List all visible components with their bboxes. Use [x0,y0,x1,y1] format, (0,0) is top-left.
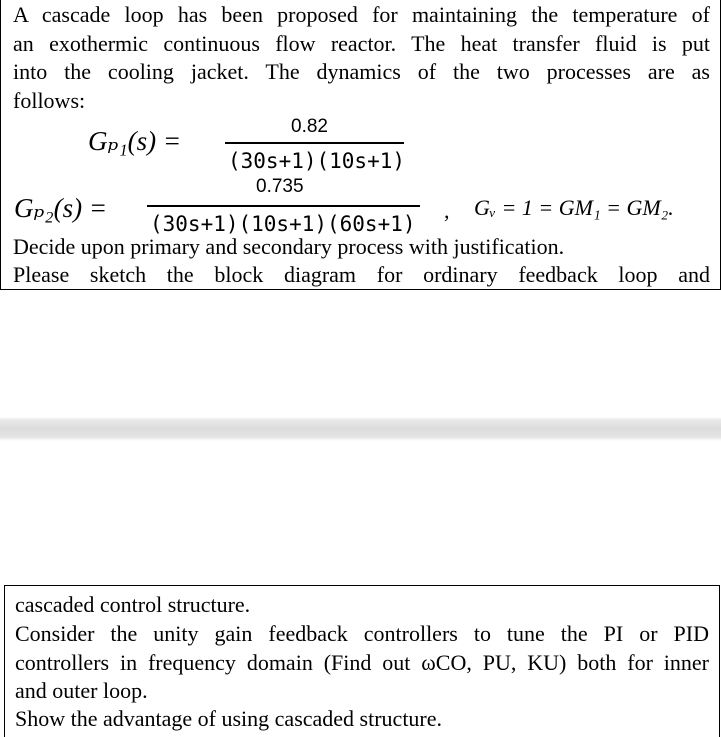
gp2-fraction-bar [147,205,420,207]
gp2-comma: , [444,198,450,223]
gp2-denominator: (30s+1)(10s+1)(60s+1) [150,212,416,236]
intro-line-2: an exothermic continuous flow reactor. The heat transfer fluid is put [13,31,710,56]
task-line-7: Show the advantage of using cascaded structure. [15,706,443,731]
intro-line-4: follows: [13,88,86,113]
page-separator [0,417,721,441]
task-line-1: Decide upon primary and secondary process with justification. [13,234,565,259]
gp1-numerator: 0.82 [291,116,328,137]
intro-line-1: A cascade loop has been proposed for maintaining the temperature of [13,2,710,27]
task-line-2: Please sketch the block diagram for ordinary feedback loop and [13,262,710,287]
task-line-5: controllers in frequency domain (Find out ωCO, PU, KU) both for inner [15,650,709,675]
gv-gm-equation: Gᵥ = 1 = GM₁ = GM₂. [474,195,674,220]
intro-line-3: into the cooling jacket. The dynamics of the two processes are as [13,59,710,84]
task-line-4: Consider the unity gain feedback controllers to tune the PI or PID [15,621,709,646]
gp1-lhs: Gₚ₁(s) = [88,126,182,156]
gp2-lhs: Gₚ₂(s) = [14,193,108,223]
task-line-6: and outer loop. [15,678,148,703]
gp1-fraction-bar [225,142,404,144]
gp1-denominator: (30s+1)(10s+1) [228,149,406,173]
task-line-3: cascaded control structure. [15,592,251,617]
gp2-numerator: 0.735 [256,176,304,197]
